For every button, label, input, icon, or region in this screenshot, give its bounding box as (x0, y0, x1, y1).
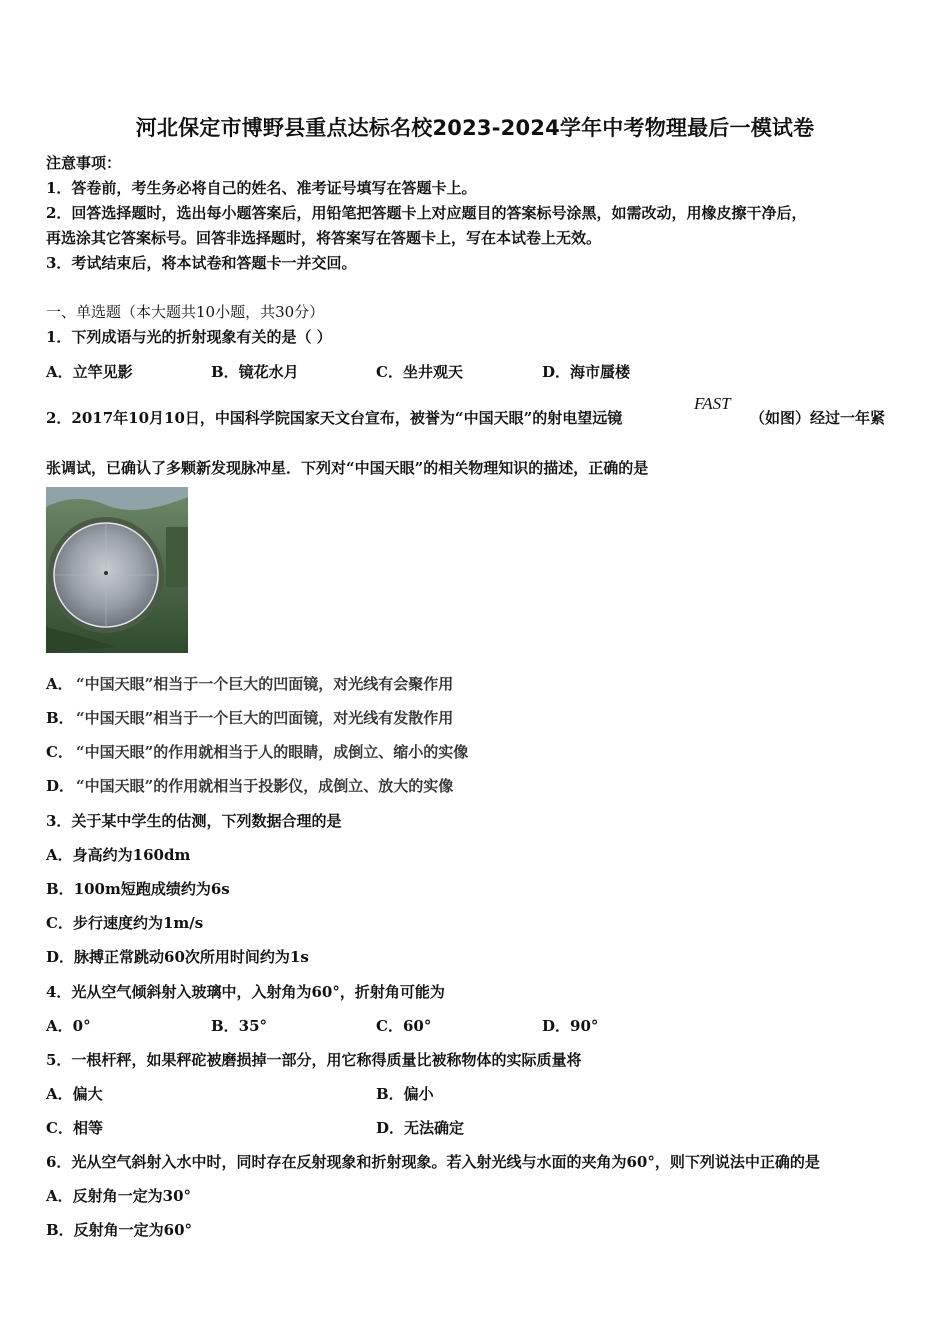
notice-heading: 注意事项： (46, 154, 122, 172)
q2-option-b-label: B． (46, 709, 74, 727)
q3-option-d: D．脉搏正常跳动60次所用时间约为1s (46, 948, 309, 966)
q1-option-d: D．海市蜃楼 (542, 363, 631, 381)
question-2-stem-cont: （如图）经过一年紧 (750, 409, 886, 427)
q2-option-a-label: A． (46, 675, 73, 693)
q4-option-c: C．60° (376, 1017, 432, 1035)
notice-item: 2．回答选择题时，选出每小题答案后，用铅笔把答题卡上对应题目的答案标号涂黑，如需改动，用橡皮擦干净后， (46, 204, 807, 222)
q4-option-b: B．35° (211, 1017, 268, 1035)
telescope-image (46, 487, 188, 653)
q2-option-b-text: “中国天眼”相当于一个巨大的凹面镜，对光线有发散作用 (76, 709, 454, 727)
section-heading: 一、单选题（本大题共10小题，共30分） (46, 303, 325, 321)
question-3-stem: 3．关于某中学生的估测，下列数据合理的是 (46, 812, 342, 830)
q2-option-c-text: “中国天眼”的作用就相当于人的眼睛，成倒立、缩小的实像 (76, 743, 469, 761)
fast-label: FAST (694, 394, 731, 413)
q5-option-b: B．偏小 (376, 1085, 434, 1103)
q6-option-a: A．反射角一定为30° (46, 1187, 192, 1205)
q2-option-d-label: D． (46, 777, 75, 795)
q3-option-b: B．100m短跑成绩约为6s (46, 880, 230, 898)
q5-option-a: A．偏大 (46, 1085, 103, 1103)
q2-option-d-text: “中国天眼”的作用就相当于投影仪，成倒立、放大的实像 (76, 777, 454, 795)
question-5-stem: 5．一根杆秤，如果秤砣被磨损掉一部分，用它称得质量比被称物体的实际质量将 (46, 1051, 582, 1069)
question-4-stem: 4．光从空气倾斜射入玻璃中，入射角为60°，折射角可能为 (46, 983, 445, 1001)
q4-option-a: A．0° (46, 1017, 91, 1035)
notice-item: 再选涂其它答案标号。回答非选择题时，将答案写在答题卡上，写在本试卷上无效。 (46, 229, 602, 247)
question-6-stem: 6．光从空气斜射入水中时，同时存在反射现象和折射现象。若入射光线与水面的夹角为60°，则下列说法中正确的是 (46, 1153, 820, 1171)
q3-option-a: A．身高约为160dm (46, 846, 191, 864)
q3-option-c: C．步行速度约为1m/s (46, 914, 204, 932)
q2-option-c-label: C． (46, 743, 73, 761)
question-1-stem: 1．下列成语与光的折射现象有关的是（ ） (46, 328, 332, 346)
notice-item: 1．答卷前，考生务必将自己的姓名、准考证号填写在答题卡上。 (46, 179, 477, 197)
q1-option-b: B．镜花水月 (211, 363, 299, 381)
q5-option-c: C．相等 (46, 1119, 103, 1137)
notice-item: 3．考试结束后，将本试卷和答题卡一并交回。 (46, 254, 357, 272)
q6-option-b: B．反射角一定为60° (46, 1221, 193, 1239)
question-2-stem-line2: 张调试，已确认了多颗新发现脉冲星．下列对“中国天眼”的相关物理知识的描述，正确的是 (46, 459, 649, 477)
q5-option-d: D．无法确定 (376, 1119, 465, 1137)
q4-option-d: D．90° (542, 1017, 599, 1035)
page-title: 河北保定市博野县重点达标名校2023-2024学年中考物理最后一模试卷 (135, 116, 815, 140)
q1-option-a: A．立竿见影 (46, 363, 133, 381)
q1-option-c: C．坐井观天 (376, 363, 463, 381)
fast-telescope-photo (46, 487, 188, 653)
q2-option-a-text: “中国天眼”相当于一个巨大的凹面镜，对光线有会聚作用 (76, 675, 454, 693)
question-2-stem: 2．2017年10月10日，中国科学院国家天文台宣布，被誉为“中国天眼”的射电望远镜 (46, 409, 623, 427)
